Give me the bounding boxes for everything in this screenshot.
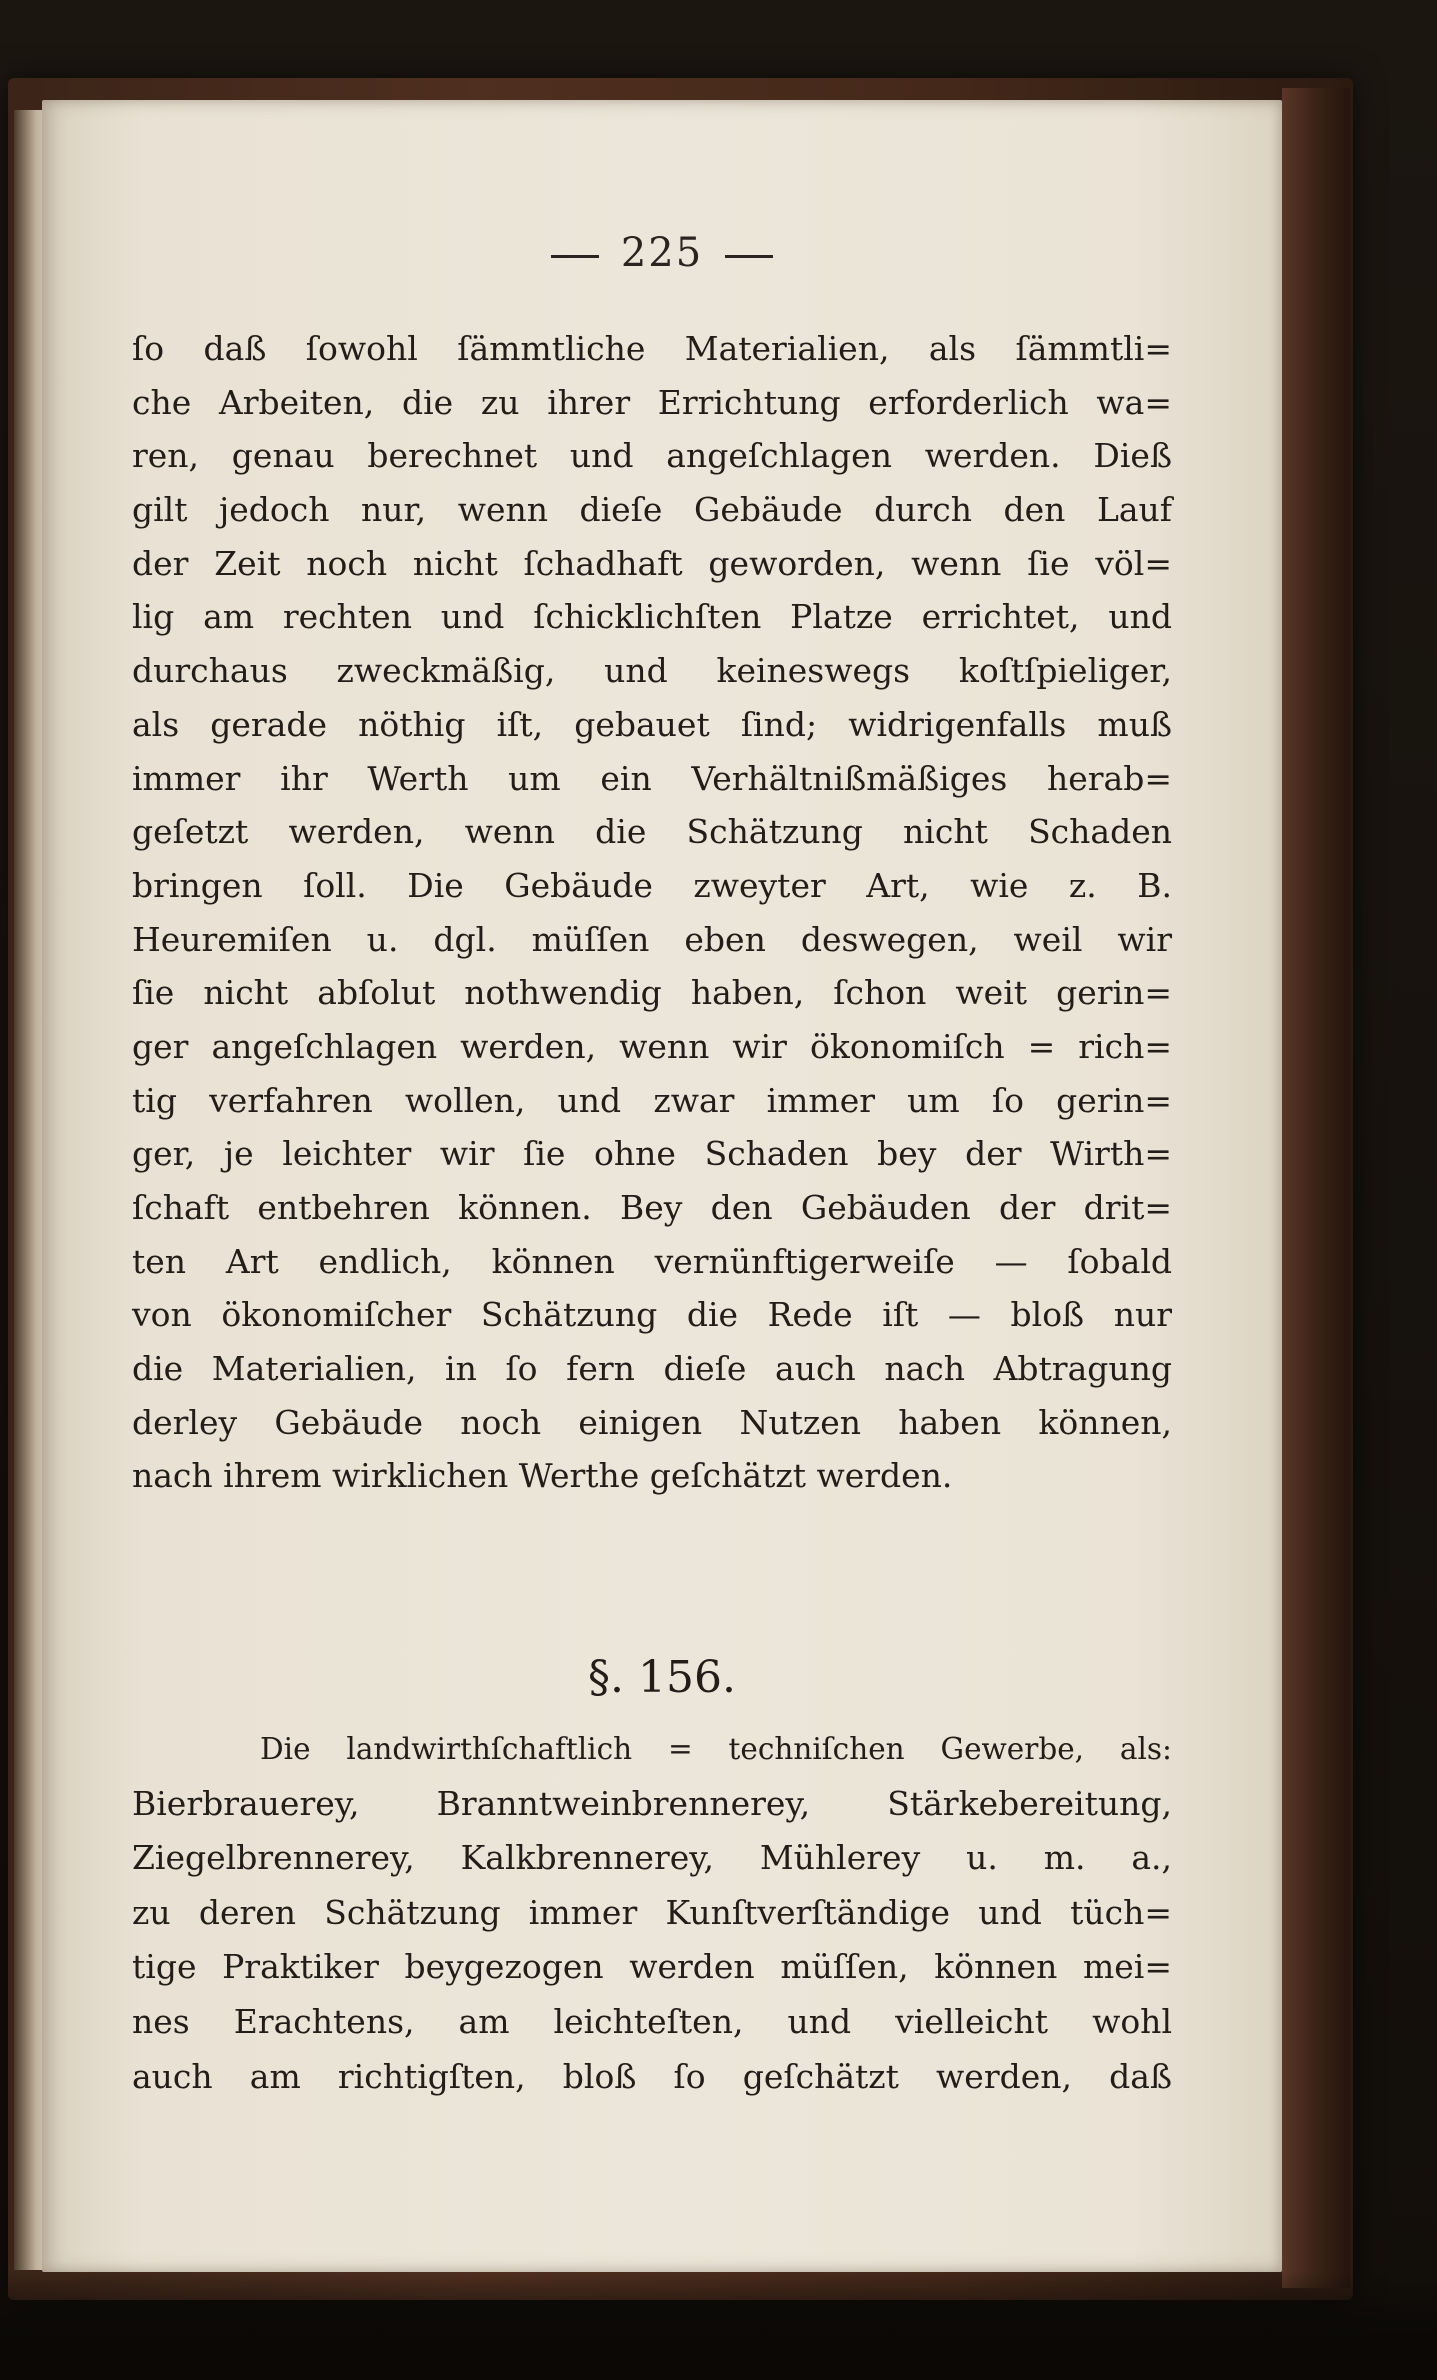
- text-line: Ziegelbrennerey, Kalkbrennerey, Mühlerey u. m. a.,: [132, 1838, 1172, 1878]
- text-line: ſchaft entbehren können. Bey den Gebäuden der drit=: [132, 1188, 1172, 1227]
- text-line: der Zeit noch nicht ſchadhaft geworden, wenn ſie völ=: [132, 543, 1172, 583]
- text-line: lig am rechten und ſchicklichſten Platze errichtet, und: [132, 597, 1172, 637]
- book-page: [42, 100, 1282, 2272]
- paragraph-1: [132, 322, 1172, 1503]
- text-line: ger angeſchlagen werden, wenn wir ökonomiſch = rich=: [132, 1026, 1172, 1066]
- text-line: zu deren Schätzung immer Kunſtverſtändige und tüch=: [132, 1892, 1172, 1932]
- text-line: tig verfahren wollen, und zwar immer um ſo gerin=: [132, 1080, 1172, 1120]
- text-line: auch am richtigſten, bloß ſo geſchätzt werden, daß: [132, 2056, 1172, 2096]
- text-line: von ökonomiſcher Schätzung die Rede iſt — bloß nur: [132, 1295, 1172, 1335]
- text-line: immer ihr Werth um ein Verhältnißmäßiges herab=: [132, 758, 1172, 798]
- text-line: nes Erachtens, am leichteſten, und vielleicht wohl: [132, 2001, 1172, 2041]
- bottom-shadow: [0, 2272, 1437, 2380]
- text-line: ten Art endlich, können vernünftigerweiſe — ſobald: [132, 1241, 1172, 1281]
- text-line: nach ihrem wirklichen Werthe geſchätzt werden.: [132, 1456, 953, 1496]
- text-line: geſetzt werden, wenn die Schätzung nicht Schaden: [132, 812, 1172, 852]
- text-line: ſo daß ſowohl ſämmtliche Materialien, als ſämmtli=: [132, 329, 1172, 368]
- text-line: Die landwirthſchaftlich = techniſchen Gewerbe, als:: [260, 1732, 1172, 1766]
- text-line: die Materialien, in ſo fern dieſe auch nach Abtragung: [132, 1349, 1172, 1389]
- text-line: derley Gebäude noch einigen Nutzen haben können,: [132, 1402, 1172, 1442]
- text-line: che Arbeiten, die zu ihrer Errichtung erforderlich wa=: [132, 382, 1172, 422]
- paragraph-2: [132, 1722, 1172, 2104]
- text-line: ren, genau berechnet und angeſchlagen werden. Dieß: [132, 436, 1172, 476]
- text-line: ſie nicht abſolut nothwendig haben, ſchon weit gerin=: [132, 973, 1172, 1013]
- book-cover-edge: [1282, 88, 1350, 2288]
- text-line: tige Praktiker beygezogen werden müſſen, können mei=: [132, 1947, 1172, 1987]
- text-line: durchaus zweckmäßig, und keineswegs koſtſpieliger,: [132, 651, 1172, 691]
- header-dash-left: [551, 255, 599, 258]
- section-heading: §. 156.: [588, 1652, 736, 1703]
- text-line: bringen ſoll. Die Gebäude zweyter Art, wie z. B.: [132, 865, 1172, 905]
- header-dash-right: [725, 255, 773, 258]
- page-header: [42, 230, 1282, 276]
- text-line: Bierbrauerey, Branntweinbrennerey, Stärkebereitung,: [132, 1783, 1172, 1823]
- page-number: 225: [620, 230, 704, 276]
- text-line: Heuremiſen u. dgl. müſſen eben deswegen, weil wir: [132, 919, 1172, 959]
- text-line: ger, je leichter wir ſie ohne Schaden bey der Wirth=: [132, 1134, 1172, 1174]
- text-line: gilt jedoch nur, wenn dieſe Gebäude durch den Lauf: [132, 490, 1172, 530]
- text-line: als gerade nöthig iſt, gebauet ſind; widrigenfalls muß: [132, 704, 1172, 744]
